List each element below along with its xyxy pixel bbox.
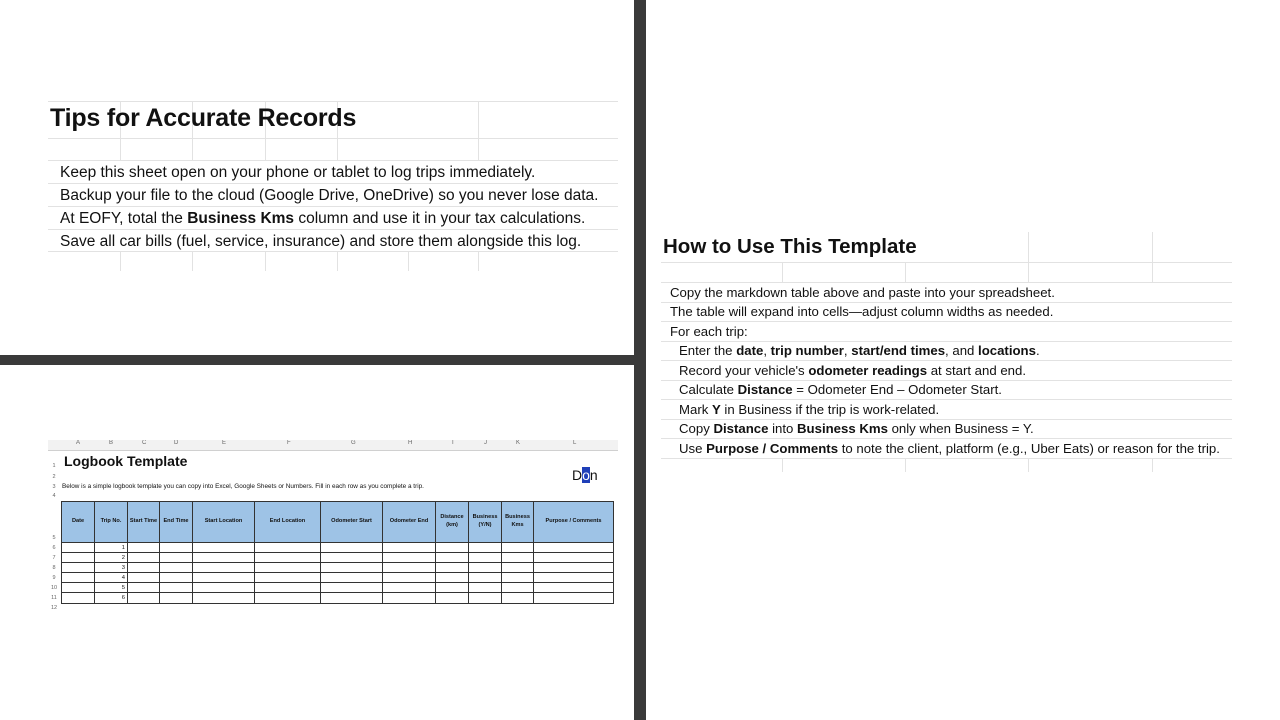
table-header-row — [62, 502, 614, 543]
table-cell[interactable] — [160, 573, 193, 583]
table-cell[interactable] — [62, 573, 95, 583]
signature-cell[interactable]: Don — [572, 467, 598, 483]
table-cell[interactable] — [436, 583, 469, 593]
tips-row-4: Save all car bills (fuel, service, insurance) and store them alongside this log. — [60, 233, 582, 250]
table-cell[interactable] — [436, 553, 469, 563]
row-number[interactable]: 2 — [52, 474, 56, 480]
table-cell[interactable] — [255, 553, 321, 563]
howto-row-4: Enter the date, trip number, start/end times, and locations. — [679, 343, 1040, 358]
table-cell[interactable] — [128, 593, 160, 603]
selection-highlight: o — [582, 467, 590, 483]
table-cell[interactable] — [160, 543, 193, 553]
table-cell[interactable] — [534, 573, 614, 583]
header-cell[interactable]: Distance (km) — [436, 502, 469, 543]
table-cell[interactable] — [469, 583, 502, 593]
column-letter[interactable]: C — [142, 440, 147, 446]
header-cell[interactable]: Odometer End — [383, 502, 436, 543]
howto-row-3: For each trip: — [670, 324, 748, 339]
vertical-divider — [634, 0, 646, 720]
table-cell[interactable] — [255, 543, 321, 553]
table-cell[interactable] — [255, 573, 321, 583]
table-cell[interactable] — [502, 543, 534, 553]
column-letter[interactable]: D — [174, 440, 179, 446]
table-cell[interactable] — [534, 583, 614, 593]
table-cell[interactable] — [321, 543, 383, 553]
table-cell[interactable] — [436, 563, 469, 573]
table-cell[interactable] — [160, 583, 193, 593]
table-cell[interactable] — [193, 583, 255, 593]
logbook-spreadsheet — [48, 440, 618, 612]
table-cell[interactable] — [255, 593, 321, 603]
header-cell[interactable]: End Time — [160, 502, 193, 543]
table-cell[interactable] — [62, 543, 95, 553]
table-cell[interactable] — [193, 593, 255, 603]
table-cell[interactable] — [383, 593, 436, 603]
row-number[interactable]: 7 — [52, 555, 56, 561]
table-cell[interactable] — [62, 553, 95, 563]
table-cell[interactable] — [383, 573, 436, 583]
table-cell[interactable] — [534, 593, 614, 603]
howto-row-2: The table will expand into cells—adjust column widths as needed. — [670, 304, 1054, 319]
table-row — [62, 573, 614, 583]
row-number[interactable]: 4 — [52, 493, 56, 499]
table-cell[interactable] — [436, 573, 469, 583]
table-cell[interactable] — [534, 553, 614, 563]
header-cell[interactable]: Start Location — [193, 502, 255, 543]
header-cell[interactable]: Date — [62, 502, 95, 543]
column-letter[interactable]: I — [452, 440, 454, 446]
table-row — [62, 593, 614, 603]
table-cell[interactable] — [128, 543, 160, 553]
table-cell[interactable] — [160, 563, 193, 573]
table-row — [62, 553, 614, 563]
table-cell[interactable] — [321, 553, 383, 563]
column-letter[interactable]: F — [287, 440, 291, 446]
column-letter[interactable]: H — [408, 440, 413, 446]
row-number[interactable]: 8 — [52, 565, 56, 571]
table-cell[interactable] — [502, 563, 534, 573]
howto-row-5: Record your vehicle's odometer readings at start and end. — [679, 363, 1027, 378]
table-cell[interactable] — [160, 593, 193, 603]
tips-row-3: At EOFY, total the Business Kms column and use it in your tax calculations. — [60, 210, 586, 227]
horizontal-divider — [0, 355, 634, 365]
table-cell[interactable] — [534, 543, 614, 553]
column-letter[interactable]: J — [484, 440, 487, 446]
table-cell[interactable] — [436, 543, 469, 553]
table-cell[interactable] — [321, 563, 383, 573]
row-number[interactable]: 10 — [50, 585, 58, 591]
howto-row-8: Copy Distance into Business Kms only when Business = Y. — [679, 421, 1034, 436]
table-cell[interactable] — [534, 563, 614, 573]
row-number[interactable]: 5 — [52, 535, 56, 541]
column-letter[interactable]: L — [573, 440, 577, 446]
table-cell[interactable] — [469, 543, 502, 553]
table-cell[interactable] — [160, 553, 193, 563]
trip-number-cell[interactable]: 5 — [95, 583, 128, 593]
column-letter[interactable]: B — [109, 440, 114, 446]
table-cell[interactable] — [469, 593, 502, 603]
table-cell[interactable] — [469, 563, 502, 573]
table-row — [62, 543, 614, 553]
table-cell[interactable] — [62, 593, 95, 603]
table-cell[interactable] — [255, 583, 321, 593]
row-number[interactable]: 12 — [50, 605, 58, 611]
howto-row-7: Mark Y in Business if the trip is work-related. — [679, 402, 940, 417]
row-number[interactable]: 1 — [52, 463, 56, 469]
table-cell[interactable] — [321, 583, 383, 593]
table-row — [62, 583, 614, 593]
table-cell[interactable] — [383, 553, 436, 563]
row-number[interactable]: 3 — [52, 484, 56, 490]
column-letter[interactable]: G — [351, 440, 356, 446]
table-cell[interactable] — [128, 553, 160, 563]
tips-row-1: Keep this sheet open on your phone or tablet to log trips immediately. — [60, 164, 536, 181]
table-cell[interactable] — [193, 553, 255, 563]
column-letter[interactable]: K — [516, 440, 521, 446]
table-cell[interactable] — [128, 563, 160, 573]
table-cell[interactable] — [321, 593, 383, 603]
table-cell[interactable] — [321, 573, 383, 583]
table-cell[interactable] — [502, 573, 534, 583]
table-cell[interactable] — [128, 583, 160, 593]
header-cell[interactable]: Trip No. — [95, 502, 128, 543]
logbook-title: Logbook Template — [64, 453, 188, 469]
table-cell[interactable] — [193, 543, 255, 553]
table-cell[interactable] — [502, 593, 534, 603]
table-row — [62, 563, 614, 573]
column-header-bar — [48, 440, 618, 451]
trip-number-cell[interactable]: 6 — [95, 593, 128, 603]
row-number[interactable]: 11 — [51, 595, 57, 601]
table-cell[interactable] — [193, 573, 255, 583]
table-cell[interactable] — [469, 573, 502, 583]
table-cell[interactable] — [383, 543, 436, 553]
table-cell[interactable] — [436, 593, 469, 603]
logbook-table — [61, 501, 614, 604]
column-letter[interactable]: E — [222, 440, 227, 446]
logbook-description: Below is a simple logbook template you can copy into Excel, Google Sheets or Numbers. Fill in each row as you complete a trip. — [62, 483, 424, 490]
howto-row-1: Copy the markdown table above and paste into your spreadsheet. — [670, 285, 1055, 300]
row-number[interactable]: 9 — [52, 575, 56, 581]
trip-number-cell[interactable]: 3 — [95, 563, 128, 573]
header-cell[interactable]: Business (Y/N) — [469, 502, 502, 543]
header-cell[interactable]: Odometer Start — [321, 502, 383, 543]
header-cell[interactable]: Start Time — [128, 502, 160, 543]
howto-row-9: Use Purpose / Comments to note the client, platform (e.g., Uber Eats) or reason for the trip. — [679, 441, 1220, 456]
table-cell[interactable] — [62, 583, 95, 593]
tips-row-2: Backup your file to the cloud (Google Drive, OneDrive) so you never lose data. — [60, 187, 599, 204]
trip-number-cell[interactable]: 2 — [95, 553, 128, 563]
howto-title: How to Use This Template — [663, 235, 917, 258]
header-cell[interactable]: Business Kms — [502, 502, 534, 543]
tips-title: Tips for Accurate Records — [50, 104, 357, 132]
column-letter[interactable]: A — [76, 440, 81, 446]
table-cell[interactable] — [502, 553, 534, 563]
table-cell[interactable] — [502, 583, 534, 593]
trip-number-cell[interactable]: 1 — [95, 543, 128, 553]
table-cell[interactable] — [193, 563, 255, 573]
trip-number-cell[interactable]: 4 — [95, 573, 128, 583]
header-cell[interactable]: End Location — [255, 502, 321, 543]
howto-row-6: Calculate Distance = Odometer End – Odometer Start. — [679, 382, 1002, 397]
header-cell[interactable]: Purpose / Comments — [534, 502, 614, 543]
row-number[interactable]: 6 — [52, 545, 56, 551]
table-cell[interactable] — [469, 553, 502, 563]
table-cell[interactable] — [128, 573, 160, 583]
table-cell[interactable] — [62, 563, 95, 573]
table-cell[interactable] — [383, 563, 436, 573]
table-cell[interactable] — [383, 583, 436, 593]
table-cell[interactable] — [255, 563, 321, 573]
